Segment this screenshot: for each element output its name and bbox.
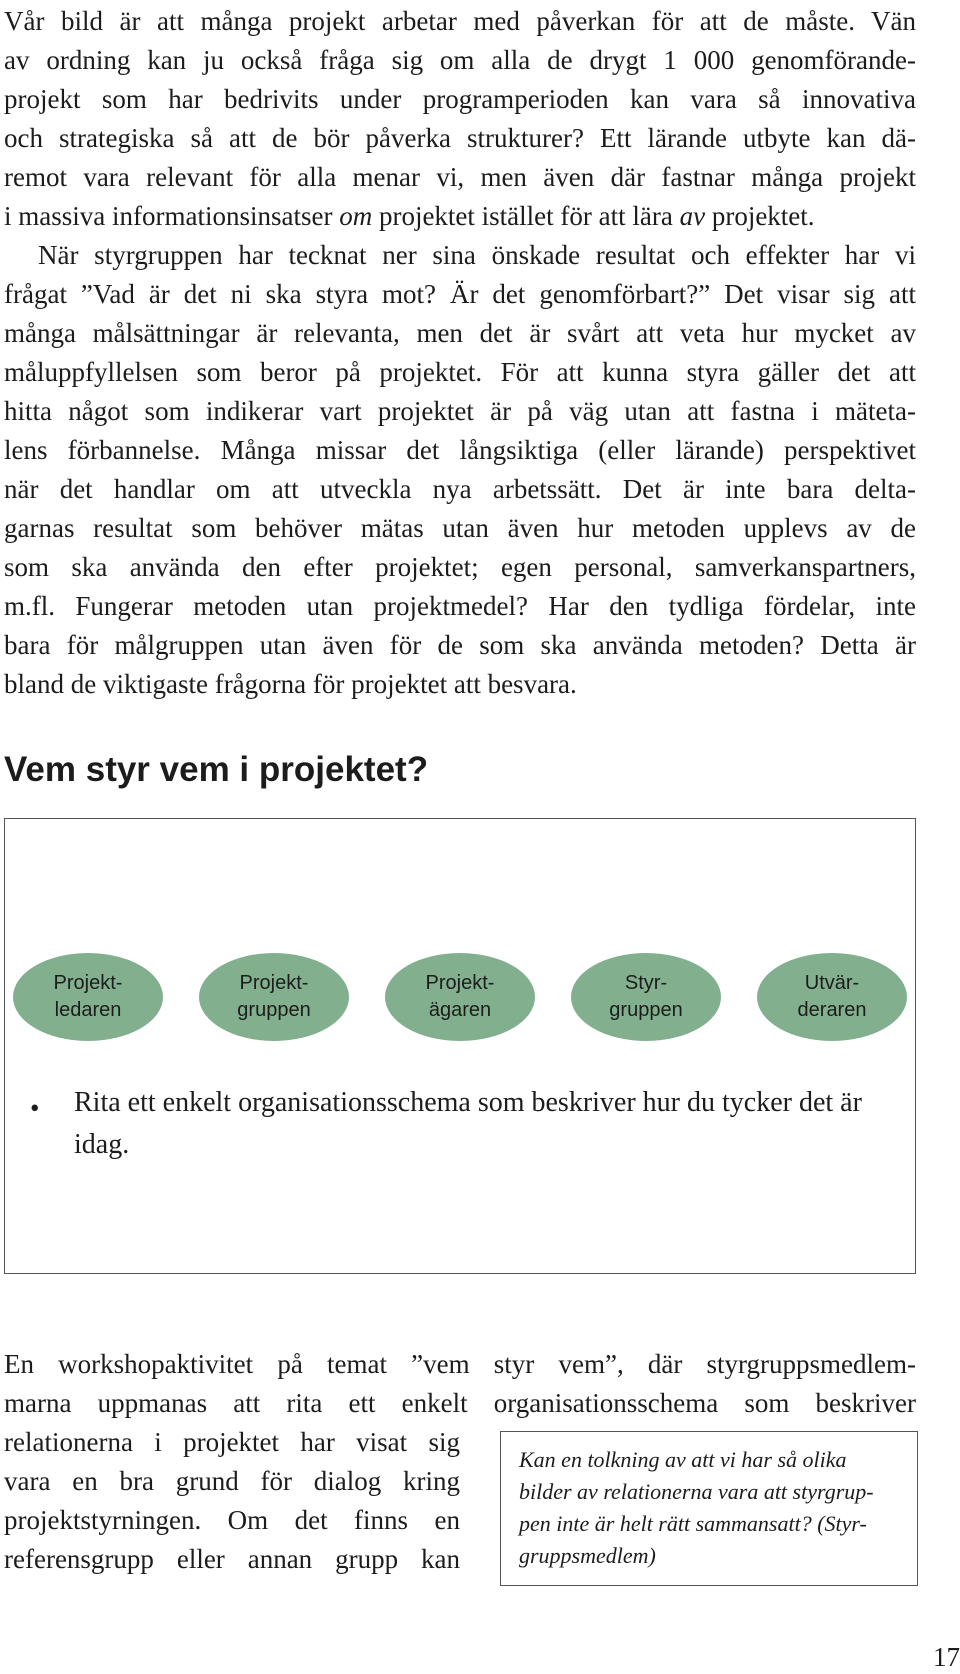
ellipse-projektledaren: [13, 953, 163, 1041]
ellipse-label: Projekt- ägaren: [425, 972, 495, 1021]
paragraph-3-line-4: vara en bra grund för dialog kring: [4, 1466, 460, 1496]
emphasis-av: av: [679, 201, 706, 231]
paragraph-2-line-4: måluppfyllelsen som beror på projektet. För att kunna styra gäller det att: [4, 357, 916, 387]
paragraph-2-line-1: När styrgruppen har tecknat ner sina önskade resultat och effekter har vi: [38, 240, 916, 270]
paragraph-2-line-2: frågat ”Vad är det ni ska styra mot? Är det genomförbart?” Det visar sig att: [4, 279, 916, 309]
quote-line-2: bilder av relationerna vara att styrgrup-: [519, 1479, 874, 1504]
ellipse-utvarderaren: [757, 953, 907, 1041]
bullet-icon: •: [30, 1093, 40, 1123]
paragraph-1-line-2: av ordning kan ju också fråga sig om alla de drygt 1 000 genomförande-: [4, 45, 916, 75]
quote-line-4: gruppsmedlem): [519, 1543, 656, 1568]
paragraph-1-line-1: Vår bild är att många projekt arbetar med påverkan för att de måste. Vän: [4, 6, 916, 36]
paragraph-3-line-2: marna uppmanas att rita ett enkelt organisationsschema som beskriver: [4, 1388, 916, 1418]
ellipse-label: Projekt- ledaren: [53, 972, 123, 1021]
line-6-part-c: projektet istället för att lära: [372, 201, 680, 231]
paragraph-1-line-4: och strategiska så att de bör påverka strukturer? Ett lärande utbyte kan dä-: [4, 123, 916, 153]
paragraph-2-line-3: många målsättningar är relevanta, men det är svårt att veta hur mycket av: [4, 318, 916, 348]
diagram-box: [4, 818, 916, 1274]
paragraph-2-line-10: m.fl. Fungerar metoden utan projektmedel? Har den tydliga fördelar, inte: [4, 591, 916, 621]
paragraph-2-line-7: när det handlar om att utveckla nya arbetssätt. Det är inte bara delta-: [4, 474, 916, 504]
quote-line-1: Kan en tolkning av att vi har så olika: [519, 1447, 847, 1472]
bullet-instruction: Rita ett enkelt organisationsschema som beskriver hur du tycker det är idag.: [74, 1087, 862, 1160]
quote-box: [500, 1431, 918, 1586]
paragraph-2-line-6: lens förbannelse. Många missar det långsiktiga (eller lärande) perspektivet: [4, 435, 916, 465]
quote-line-3: pen inte är helt rätt sammansatt? (Styr-: [519, 1511, 867, 1536]
paragraph-1-line-6: [4, 197, 916, 235]
line-6-part-e: projektet.: [705, 201, 815, 231]
paragraph-3-line-5: projektstyrningen. Om det finns en: [4, 1505, 460, 1535]
ellipse-projektagaren: [385, 953, 535, 1041]
ellipse-label: Projekt- gruppen: [237, 972, 311, 1021]
ellipse-label: Styr- gruppen: [609, 972, 683, 1021]
ellipse-styrgruppen: [571, 953, 721, 1041]
section-heading: Vem styr vem i projektet?: [4, 750, 429, 789]
paragraph-1-line-5: remot vara relevant för alla menar vi, men även där fastnar många projekt: [4, 162, 916, 192]
page-number: 17: [933, 1642, 960, 1672]
paragraph-3-line-3: relationerna i projektet har visat sig: [4, 1427, 460, 1457]
paragraph-3-line-1: En workshopaktivitet på temat ”vem styr vem”, där styrgruppsmedlem-: [4, 1349, 916, 1379]
ellipse-label: Utvär- deraren: [797, 972, 867, 1021]
paragraph-2-line-12: bland de viktigaste frågorna för projektet att besvara.: [4, 669, 577, 699]
paragraph-2-line-8: garnas resultat som behöver mätas utan även hur metoden upplevs av de: [4, 513, 916, 543]
emphasis-om: om: [339, 201, 373, 231]
ellipse-projektgruppen: [199, 953, 349, 1041]
paragraph-2-line-5: hitta något som indikerar vart projektet är på väg utan att fastna i mäteta-: [4, 396, 916, 426]
paragraph-2-line-11: bara för målgruppen utan även för de som ska använda metoden? Detta är: [4, 630, 916, 660]
paragraph-1-line-3: projekt som har bedrivits under programperioden kan vara så innovativa: [4, 84, 916, 114]
line-6-part-a: i massiva informationsinsatser: [4, 201, 340, 231]
paragraph-2-line-9: som ska använda den efter projektet; egen personal, samverkanspartners,: [4, 552, 916, 582]
paragraph-3-line-6: referensgrupp eller annan grupp kan: [4, 1544, 460, 1574]
